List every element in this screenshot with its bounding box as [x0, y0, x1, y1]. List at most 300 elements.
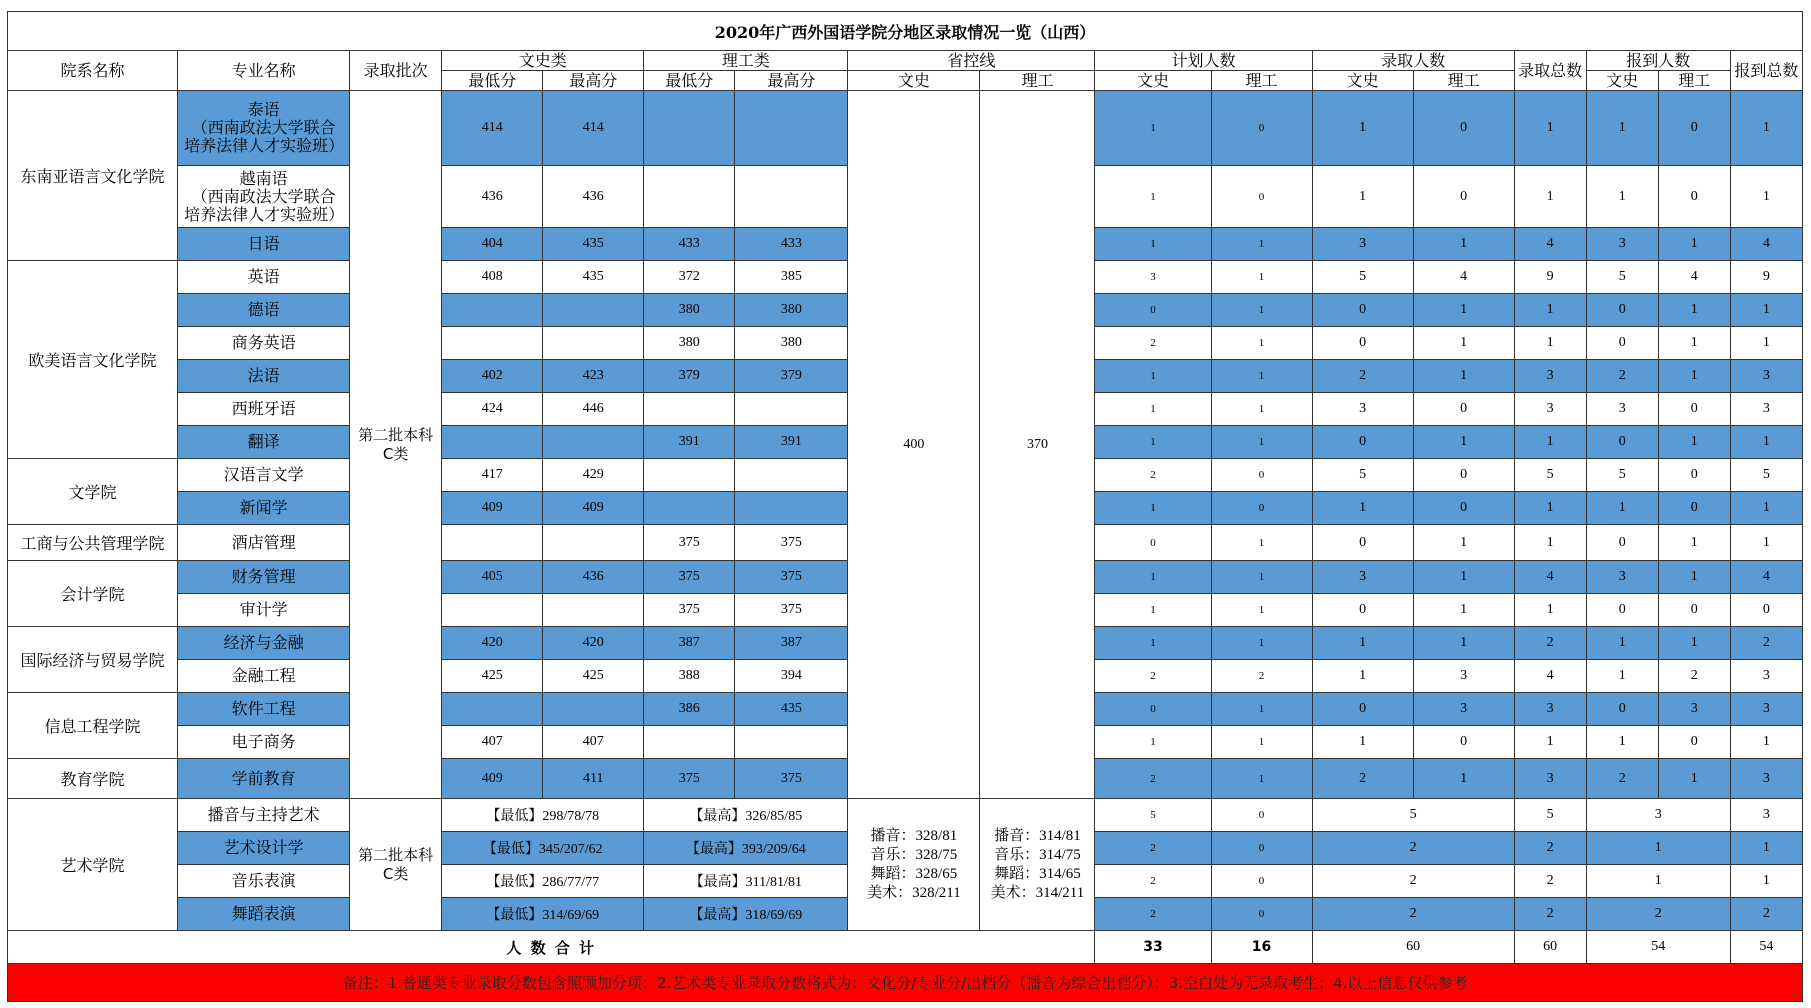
- wen-max-cell: [543, 294, 644, 327]
- plan-li-cell: 1: [1211, 561, 1312, 594]
- plan-li-cell: 0: [1211, 865, 1312, 898]
- admit-total-cell: 1: [1514, 166, 1586, 228]
- plan-wen-cell: 5: [1095, 799, 1211, 832]
- li-min-cell: 375: [644, 561, 735, 594]
- admit-total-cell: 1: [1514, 492, 1586, 525]
- admit-li-cell: 1: [1413, 228, 1514, 261]
- art-max-cell: 【最高】326/85/85: [644, 799, 848, 832]
- admit-li-cell: 0: [1413, 726, 1514, 759]
- admit-wen-cell: 5: [1312, 459, 1413, 492]
- report-li-cell: 1: [1658, 525, 1730, 561]
- admit-total-cell: 1: [1514, 426, 1586, 459]
- wen-min-cell: 436: [442, 166, 543, 228]
- header-plan-wen: 文史: [1095, 71, 1211, 91]
- plan-li-cell: 1: [1211, 426, 1312, 459]
- li-max-cell: [735, 726, 848, 759]
- li-min-cell: 375: [644, 759, 735, 799]
- report-wen-cell: 5: [1586, 261, 1658, 294]
- report-li-cell: 1: [1658, 426, 1730, 459]
- prov-li-cell: 370: [980, 91, 1095, 799]
- admit-total-cell: 1: [1514, 294, 1586, 327]
- dept-cell: 教育学院: [8, 759, 178, 799]
- li-max-cell: 385: [735, 261, 848, 294]
- wen-min-cell: 424: [442, 393, 543, 426]
- report-wen-cell: 1: [1586, 627, 1658, 660]
- admit-total-cell: 4: [1514, 660, 1586, 693]
- wen-max-cell: 425: [543, 660, 644, 693]
- report-total-cell: 4: [1730, 228, 1802, 261]
- admit-wen-cell: 0: [1312, 525, 1413, 561]
- li-max-cell: 375: [735, 594, 848, 627]
- admit-wen-cell: 3: [1312, 561, 1413, 594]
- report-total-cell: 3: [1730, 393, 1802, 426]
- report-li-cell: 0: [1658, 726, 1730, 759]
- wen-min-cell: 414: [442, 91, 543, 166]
- report-total-cell: 1: [1730, 525, 1802, 561]
- art-max-cell: 【最高】393/209/64: [644, 832, 848, 865]
- li-max-cell: [735, 91, 848, 166]
- dept-cell: 文学院: [8, 459, 178, 525]
- report-wen-cell: 1: [1586, 492, 1658, 525]
- admit-wen-cell: 3: [1312, 228, 1413, 261]
- admit-li-cell: 3: [1413, 660, 1514, 693]
- report-cell: 1: [1586, 865, 1730, 898]
- report-wen-cell: 0: [1586, 426, 1658, 459]
- total-admit: 60: [1312, 931, 1514, 964]
- report-li-cell: 0: [1658, 393, 1730, 426]
- major-cell: 音乐表演: [178, 865, 350, 898]
- report-li-cell: 0: [1658, 594, 1730, 627]
- report-total-cell: 1: [1730, 426, 1802, 459]
- plan-li-cell: 0: [1211, 91, 1312, 166]
- report-li-cell: 0: [1658, 91, 1730, 166]
- dept-cell: 艺术学院: [8, 799, 178, 931]
- total-report: 54: [1586, 931, 1730, 964]
- report-li-cell: 2: [1658, 660, 1730, 693]
- wen-min-cell: 404: [442, 228, 543, 261]
- li-max-cell: 375: [735, 525, 848, 561]
- report-wen-cell: 0: [1586, 594, 1658, 627]
- plan-li-cell: 1: [1211, 360, 1312, 393]
- total-plan-li: 16: [1211, 931, 1312, 964]
- header-li: 理工类: [644, 51, 848, 71]
- batch-art-cell: 第二批本科C类: [350, 799, 442, 931]
- report-total-cell: 1: [1730, 327, 1802, 360]
- art-min-cell: 【最低】298/78/78: [442, 799, 644, 832]
- wen-max-cell: 435: [543, 228, 644, 261]
- wen-min-cell: [442, 294, 543, 327]
- admit-cell: 2: [1312, 865, 1514, 898]
- wen-max-cell: 436: [543, 561, 644, 594]
- wen-min-cell: [442, 327, 543, 360]
- admit-total-cell: 2: [1514, 865, 1586, 898]
- wen-max-cell: [543, 594, 644, 627]
- admit-wen-cell: 1: [1312, 726, 1413, 759]
- plan-wen-cell: 1: [1095, 360, 1211, 393]
- report-total-cell: 2: [1730, 627, 1802, 660]
- header-report: 报到人数: [1586, 51, 1730, 71]
- prov-wen-cell: 400: [848, 91, 980, 799]
- li-min-cell: 380: [644, 294, 735, 327]
- admit-total-cell: 9: [1514, 261, 1586, 294]
- plan-li-cell: 0: [1211, 799, 1312, 832]
- admit-wen-cell: 2: [1312, 759, 1413, 799]
- plan-li-cell: 1: [1211, 393, 1312, 426]
- header-admit-li: 理工: [1413, 71, 1514, 91]
- report-li-cell: 1: [1658, 759, 1730, 799]
- plan-li-cell: 1: [1211, 759, 1312, 799]
- admission-table: [7, 11, 1803, 1002]
- report-li-cell: 0: [1658, 492, 1730, 525]
- plan-li-cell: 1: [1211, 693, 1312, 726]
- wen-min-cell: 409: [442, 492, 543, 525]
- li-min-cell: 388: [644, 660, 735, 693]
- wen-max-cell: 414: [543, 91, 644, 166]
- header-prov-wen: 文史: [848, 71, 980, 91]
- li-min-cell: 386: [644, 693, 735, 726]
- li-min-cell: 375: [644, 525, 735, 561]
- major-cell: 学前教育: [178, 759, 350, 799]
- report-li-cell: 3: [1658, 693, 1730, 726]
- admit-total-cell: 3: [1514, 393, 1586, 426]
- admit-li-cell: 4: [1413, 261, 1514, 294]
- report-wen-cell: 1: [1586, 91, 1658, 166]
- admit-li-cell: 1: [1413, 327, 1514, 360]
- report-cell: 1: [1586, 832, 1730, 865]
- plan-wen-cell: 0: [1095, 693, 1211, 726]
- total-plan-wen: 33: [1095, 931, 1211, 964]
- li-max-cell: 391: [735, 426, 848, 459]
- admission-table-wrapper: [7, 11, 1803, 1002]
- plan-wen-cell: 3: [1095, 261, 1211, 294]
- plan-li-cell: 1: [1211, 594, 1312, 627]
- art-prov-li-cell: 播音：314/81 音乐：314/75 舞蹈：314/65 美术：314/211: [980, 799, 1095, 931]
- wen-min-cell: [442, 594, 543, 627]
- admit-wen-cell: 0: [1312, 594, 1413, 627]
- admit-wen-cell: 1: [1312, 91, 1413, 166]
- li-max-cell: 433: [735, 228, 848, 261]
- wen-min-cell: 417: [442, 459, 543, 492]
- admit-total-cell: 2: [1514, 832, 1586, 865]
- li-max-cell: 435: [735, 693, 848, 726]
- header-prov-li: 理工: [980, 71, 1095, 91]
- plan-wen-cell: 0: [1095, 525, 1211, 561]
- major-cell: 日语: [178, 228, 350, 261]
- dept-cell: 欧美语言文化学院: [8, 261, 178, 459]
- admit-li-cell: 0: [1413, 166, 1514, 228]
- plan-wen-cell: 1: [1095, 91, 1211, 166]
- plan-li-cell: 1: [1211, 327, 1312, 360]
- total-label: 人 数 合 计: [8, 931, 1095, 964]
- art-min-cell: 【最低】286/77/77: [442, 865, 644, 898]
- admit-li-cell: 1: [1413, 360, 1514, 393]
- header-major: 专业名称: [178, 51, 350, 91]
- report-wen-cell: 3: [1586, 393, 1658, 426]
- li-max-cell: 380: [735, 294, 848, 327]
- admit-cell: 2: [1312, 898, 1514, 931]
- report-total-cell: 5: [1730, 459, 1802, 492]
- report-total-cell: 1: [1730, 91, 1802, 166]
- major-cell: 酒店管理: [178, 525, 350, 561]
- header-li-min: 最低分: [644, 71, 735, 91]
- report-wen-cell: 1: [1586, 166, 1658, 228]
- report-total-cell: 4: [1730, 561, 1802, 594]
- report-total-cell: 1: [1730, 832, 1802, 865]
- wen-max-cell: 423: [543, 360, 644, 393]
- major-cell: 西班牙语: [178, 393, 350, 426]
- table-title: 2020年广西外国语学院分地区录取情况一览（山西）: [8, 12, 1803, 51]
- li-max-cell: [735, 393, 848, 426]
- plan-wen-cell: 1: [1095, 627, 1211, 660]
- plan-li-cell: 0: [1211, 898, 1312, 931]
- header-dept: 院系名称: [8, 51, 178, 91]
- report-li-cell: 1: [1658, 627, 1730, 660]
- admit-wen-cell: 2: [1312, 360, 1413, 393]
- admit-wen-cell: 1: [1312, 492, 1413, 525]
- wen-max-cell: 429: [543, 459, 644, 492]
- plan-wen-cell: 2: [1095, 865, 1211, 898]
- report-total-cell: 2: [1730, 898, 1802, 931]
- report-total-cell: 0: [1730, 594, 1802, 627]
- plan-wen-cell: 1: [1095, 492, 1211, 525]
- admit-wen-cell: 0: [1312, 693, 1413, 726]
- batch-cell: 第二批本科C类: [350, 91, 442, 799]
- header-report-wen: 文史: [1586, 71, 1658, 91]
- report-wen-cell: 0: [1586, 327, 1658, 360]
- wen-max-cell: [543, 327, 644, 360]
- header-admit-total: 录取总数: [1514, 51, 1586, 91]
- li-max-cell: [735, 492, 848, 525]
- report-total-cell: 1: [1730, 492, 1802, 525]
- wen-min-cell: 402: [442, 360, 543, 393]
- plan-li-cell: 1: [1211, 261, 1312, 294]
- admit-wen-cell: 0: [1312, 426, 1413, 459]
- plan-li-cell: 2: [1211, 660, 1312, 693]
- plan-wen-cell: 2: [1095, 327, 1211, 360]
- plan-wen-cell: 2: [1095, 898, 1211, 931]
- report-wen-cell: 3: [1586, 228, 1658, 261]
- li-max-cell: 394: [735, 660, 848, 693]
- plan-li-cell: 1: [1211, 228, 1312, 261]
- header-batch: 录取批次: [350, 51, 442, 91]
- report-total-cell: 3: [1730, 693, 1802, 726]
- major-cell: 金融工程: [178, 660, 350, 693]
- wen-max-cell: [543, 693, 644, 726]
- li-max-cell: 375: [735, 759, 848, 799]
- dept-cell: 信息工程学院: [8, 693, 178, 759]
- header-wen-max: 最高分: [543, 71, 644, 91]
- admit-wen-cell: 0: [1312, 327, 1413, 360]
- admit-li-cell: 0: [1413, 393, 1514, 426]
- plan-li-cell: 1: [1211, 627, 1312, 660]
- admit-total-cell: 5: [1514, 799, 1586, 832]
- report-li-cell: 1: [1658, 228, 1730, 261]
- plan-li-cell: 1: [1211, 525, 1312, 561]
- report-wen-cell: 1: [1586, 726, 1658, 759]
- li-min-cell: [644, 459, 735, 492]
- plan-wen-cell: 1: [1095, 726, 1211, 759]
- total-report-total: 54: [1730, 931, 1802, 964]
- admit-total-cell: 2: [1514, 627, 1586, 660]
- plan-wen-cell: 0: [1095, 294, 1211, 327]
- plan-wen-cell: 1: [1095, 594, 1211, 627]
- report-total-cell: 9: [1730, 261, 1802, 294]
- admit-cell: 2: [1312, 832, 1514, 865]
- plan-wen-cell: 1: [1095, 561, 1211, 594]
- admit-total-cell: 1: [1514, 525, 1586, 561]
- header-plan-li: 理工: [1211, 71, 1312, 91]
- report-li-cell: 4: [1658, 261, 1730, 294]
- plan-li-cell: 0: [1211, 166, 1312, 228]
- table-row: [8, 91, 1803, 166]
- major-cell: 翻译: [178, 426, 350, 459]
- admit-li-cell: 3: [1413, 693, 1514, 726]
- report-wen-cell: 0: [1586, 525, 1658, 561]
- admit-total-cell: 4: [1514, 561, 1586, 594]
- li-max-cell: 380: [735, 327, 848, 360]
- art-prov-wen-cell: 播音：328/81 音乐：328/75 舞蹈：328/65 美术：328/211: [848, 799, 980, 931]
- admit-total-cell: 1: [1514, 726, 1586, 759]
- admit-li-cell: 1: [1413, 294, 1514, 327]
- header-admit: 录取人数: [1312, 51, 1514, 71]
- wen-min-cell: 425: [442, 660, 543, 693]
- admit-li-cell: 1: [1413, 426, 1514, 459]
- report-total-cell: 1: [1730, 166, 1802, 228]
- report-wen-cell: 0: [1586, 693, 1658, 726]
- major-cell: 电子商务: [178, 726, 350, 759]
- report-wen-cell: 0: [1586, 294, 1658, 327]
- note-text: 备注：1.普通类专业录取分数包含照顾加分项；2.艺术类专业录取分数格式为：文化分/专业分/出档分（播音为综合出档分）；3.空白处为无录取考生；4.以上信息仅供参考: [8, 964, 1803, 1002]
- plan-li-cell: 1: [1211, 726, 1312, 759]
- major-cell: 财务管理: [178, 561, 350, 594]
- admit-total-cell: 2: [1514, 898, 1586, 931]
- wen-max-cell: 436: [543, 166, 644, 228]
- admit-total-cell: 3: [1514, 759, 1586, 799]
- major-cell: 新闻学: [178, 492, 350, 525]
- major-cell: 艺术设计学: [178, 832, 350, 865]
- header-wen: 文史类: [442, 51, 644, 71]
- admit-wen-cell: 0: [1312, 294, 1413, 327]
- plan-wen-cell: 1: [1095, 393, 1211, 426]
- report-wen-cell: 2: [1586, 759, 1658, 799]
- li-max-cell: [735, 166, 848, 228]
- report-li-cell: 0: [1658, 166, 1730, 228]
- art-max-cell: 【最高】311/81/81: [644, 865, 848, 898]
- art-min-cell: 【最低】314/69/69: [442, 898, 644, 931]
- report-total-cell: 3: [1730, 759, 1802, 799]
- plan-wen-cell: 2: [1095, 459, 1211, 492]
- report-total-cell: 1: [1730, 865, 1802, 898]
- header-report-li: 理工: [1658, 71, 1730, 91]
- li-max-cell: 375: [735, 561, 848, 594]
- report-total-cell: 3: [1730, 660, 1802, 693]
- wen-min-cell: 420: [442, 627, 543, 660]
- li-min-cell: 387: [644, 627, 735, 660]
- admit-wen-cell: 3: [1312, 393, 1413, 426]
- wen-max-cell: [543, 426, 644, 459]
- admit-cell: 5: [1312, 799, 1514, 832]
- li-min-cell: [644, 166, 735, 228]
- table-row: [8, 799, 1803, 832]
- report-total-cell: 3: [1730, 360, 1802, 393]
- report-li-cell: 1: [1658, 294, 1730, 327]
- major-cell: 商务英语: [178, 327, 350, 360]
- wen-min-cell: 408: [442, 261, 543, 294]
- report-wen-cell: 3: [1586, 561, 1658, 594]
- major-cell: 英语: [178, 261, 350, 294]
- wen-min-cell: 409: [442, 759, 543, 799]
- admit-li-cell: 1: [1413, 759, 1514, 799]
- li-min-cell: 375: [644, 594, 735, 627]
- plan-wen-cell: 2: [1095, 759, 1211, 799]
- plan-li-cell: 0: [1211, 832, 1312, 865]
- wen-max-cell: 446: [543, 393, 644, 426]
- major-cell: 越南语 （西南政法大学联合培养法律人才实验班）: [178, 166, 350, 228]
- admit-li-cell: 0: [1413, 459, 1514, 492]
- note-row: [8, 964, 1803, 1002]
- plan-li-cell: 0: [1211, 492, 1312, 525]
- admit-total-cell: 1: [1514, 91, 1586, 166]
- admit-total-cell: 3: [1514, 693, 1586, 726]
- header-li-max: 最高分: [735, 71, 848, 91]
- plan-wen-cell: 2: [1095, 832, 1211, 865]
- admit-wen-cell: 1: [1312, 627, 1413, 660]
- report-total-cell: 3: [1730, 799, 1802, 832]
- li-max-cell: [735, 459, 848, 492]
- li-min-cell: 380: [644, 327, 735, 360]
- li-min-cell: 372: [644, 261, 735, 294]
- li-min-cell: 433: [644, 228, 735, 261]
- admit-total-cell: 1: [1514, 594, 1586, 627]
- wen-max-cell: 411: [543, 759, 644, 799]
- wen-min-cell: [442, 693, 543, 726]
- admit-li-cell: 0: [1413, 91, 1514, 166]
- wen-min-cell: 407: [442, 726, 543, 759]
- wen-min-cell: [442, 426, 543, 459]
- report-wen-cell: 2: [1586, 360, 1658, 393]
- report-li-cell: 1: [1658, 327, 1730, 360]
- admit-li-cell: 0: [1413, 492, 1514, 525]
- header-prov: 省控线: [848, 51, 1095, 71]
- admit-total-cell: 5: [1514, 459, 1586, 492]
- report-li-cell: 1: [1658, 561, 1730, 594]
- major-cell: 播音与主持艺术: [178, 799, 350, 832]
- plan-wen-cell: 1: [1095, 426, 1211, 459]
- major-cell: 泰语 （西南政法大学联合培养法律人才实验班）: [178, 91, 350, 166]
- major-cell: 法语: [178, 360, 350, 393]
- report-total-cell: 1: [1730, 726, 1802, 759]
- dept-cell: 会计学院: [8, 561, 178, 627]
- li-max-cell: 387: [735, 627, 848, 660]
- wen-max-cell: 409: [543, 492, 644, 525]
- li-min-cell: 379: [644, 360, 735, 393]
- admit-li-cell: 1: [1413, 561, 1514, 594]
- wen-max-cell: 407: [543, 726, 644, 759]
- admit-wen-cell: 5: [1312, 261, 1413, 294]
- li-min-cell: [644, 393, 735, 426]
- wen-min-cell: 405: [442, 561, 543, 594]
- major-cell: 经济与金融: [178, 627, 350, 660]
- report-cell: 3: [1586, 799, 1730, 832]
- wen-max-cell: [543, 525, 644, 561]
- report-wen-cell: 5: [1586, 459, 1658, 492]
- wen-min-cell: [442, 525, 543, 561]
- major-cell: 汉语言文学: [178, 459, 350, 492]
- wen-max-cell: 435: [543, 261, 644, 294]
- major-cell: 软件工程: [178, 693, 350, 726]
- admit-wen-cell: 1: [1312, 660, 1413, 693]
- admit-li-cell: 1: [1413, 627, 1514, 660]
